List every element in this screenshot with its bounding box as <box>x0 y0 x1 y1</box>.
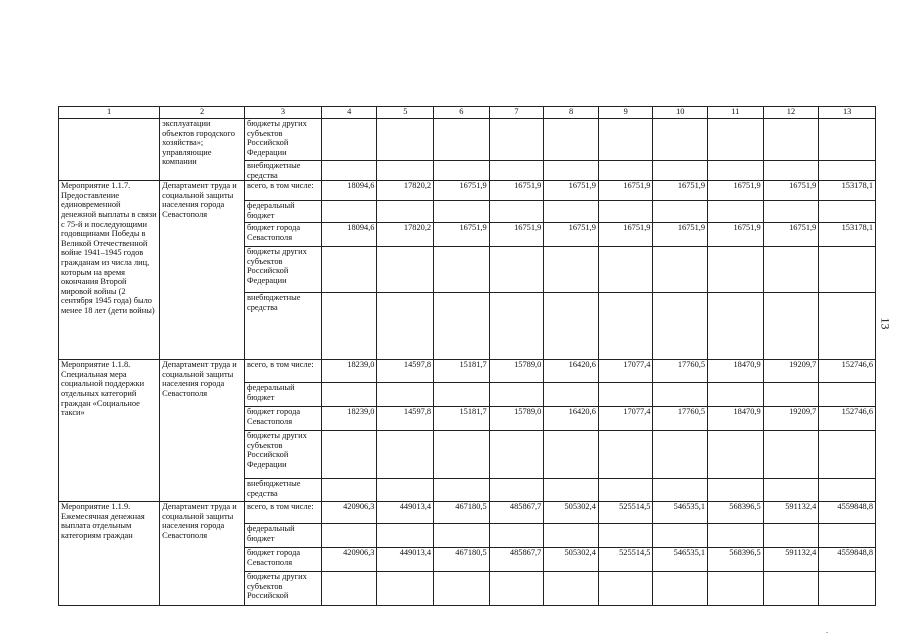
amount-cell: 19209,7 <box>763 407 819 431</box>
amount-cell: 568396,5 <box>708 502 764 524</box>
amount-cell <box>489 201 544 223</box>
amount-cell: 18094,6 <box>321 223 377 247</box>
amount-cell <box>434 383 490 407</box>
funding-source-cell: бюджет города Севастополя <box>245 407 322 431</box>
column-header: 11 <box>708 107 764 119</box>
amount-cell <box>708 431 764 479</box>
amount-cell <box>819 572 876 606</box>
amount-cell <box>653 572 708 606</box>
amount-cell <box>763 383 819 407</box>
amount-cell: 449013,4 <box>377 502 434 524</box>
column-header: 9 <box>598 107 653 119</box>
amount-cell <box>544 247 599 293</box>
funding-source-cell: бюджеты других субъектов Российской Федерации <box>245 119 322 161</box>
amount-cell <box>653 431 708 479</box>
measure-cell: Мероприятие 1.1.8. Специальная мера социальной поддержки отдельных категорий граждан «Социальное такси» <box>59 360 160 502</box>
amount-cell <box>708 479 764 502</box>
amount-cell: 17077,4 <box>598 360 653 383</box>
amount-cell: 153178,1 <box>819 223 876 247</box>
amount-cell <box>544 119 599 161</box>
amount-cell <box>377 119 434 161</box>
amount-cell <box>708 201 764 223</box>
amount-cell <box>321 524 377 548</box>
measure-cell <box>59 119 160 181</box>
amount-cell: 485867,7 <box>489 502 544 524</box>
amount-cell <box>544 479 599 502</box>
amount-cell: 4559848,8 <box>819 502 876 524</box>
funding-source-cell: внебюджетные средства <box>245 479 322 502</box>
amount-cell: 19209,7 <box>763 360 819 383</box>
funding-source-cell: бюджеты других субъектов Российской <box>245 572 322 606</box>
amount-cell <box>653 524 708 548</box>
funding-source-cell: бюджеты других субъектов Российской Федерации <box>245 247 322 293</box>
amount-cell <box>653 161 708 181</box>
amount-cell: 16751,9 <box>763 223 819 247</box>
amount-cell: 17760,5 <box>653 407 708 431</box>
column-header: 12 <box>763 107 819 119</box>
amount-cell <box>598 431 653 479</box>
amount-cell: 546535,1 <box>653 548 708 572</box>
amount-cell <box>708 293 764 360</box>
amount-cell: 16751,9 <box>653 181 708 201</box>
amount-cell: 16751,9 <box>653 223 708 247</box>
amount-cell <box>489 247 544 293</box>
column-header: 7 <box>489 107 544 119</box>
amount-cell <box>708 119 764 161</box>
amount-cell <box>434 524 490 548</box>
amount-cell: 16751,9 <box>434 223 490 247</box>
amount-cell: 17820,2 <box>377 223 434 247</box>
amount-cell: 17760,5 <box>653 360 708 383</box>
amount-cell: 153178,1 <box>819 181 876 201</box>
amount-cell <box>489 431 544 479</box>
amount-cell: 152746,6 <box>819 360 876 383</box>
amount-cell: 14597,8 <box>377 407 434 431</box>
amount-cell <box>489 572 544 606</box>
amount-cell <box>708 247 764 293</box>
amount-cell <box>377 479 434 502</box>
amount-cell <box>544 161 599 181</box>
funding-source-cell: внебюджетные средства <box>245 293 322 360</box>
amount-cell: 420906,3 <box>321 548 377 572</box>
amount-cell <box>377 383 434 407</box>
amount-cell <box>377 247 434 293</box>
amount-cell <box>489 119 544 161</box>
funding-source-cell: федеральный бюджет <box>245 383 322 407</box>
amount-cell <box>819 431 876 479</box>
amount-cell <box>377 201 434 223</box>
amount-cell: 16751,9 <box>708 223 764 247</box>
amount-cell <box>489 293 544 360</box>
amount-cell <box>598 201 653 223</box>
amount-cell <box>377 524 434 548</box>
column-header: 5 <box>377 107 434 119</box>
budget-table <box>58 106 876 606</box>
amount-cell <box>653 383 708 407</box>
amount-cell: 16751,9 <box>489 223 544 247</box>
amount-cell <box>377 293 434 360</box>
amount-cell: 16751,9 <box>708 181 764 201</box>
amount-cell <box>321 293 377 360</box>
amount-cell <box>321 119 377 161</box>
amount-cell <box>819 161 876 181</box>
amount-cell <box>321 479 377 502</box>
amount-cell: 4559848,8 <box>819 548 876 572</box>
amount-cell <box>763 431 819 479</box>
amount-cell <box>763 524 819 548</box>
amount-cell <box>489 161 544 181</box>
executor-cell: Департамент труда и социальной защиты населения города Севастополя <box>160 360 245 502</box>
funding-source-cell: бюджет города Севастополя <box>245 223 322 247</box>
amount-cell: 15181,7 <box>434 407 490 431</box>
table-row <box>59 181 876 201</box>
amount-cell <box>377 161 434 181</box>
amount-cell <box>763 201 819 223</box>
amount-cell <box>598 247 653 293</box>
amount-cell <box>819 119 876 161</box>
amount-cell <box>763 247 819 293</box>
amount-cell <box>377 431 434 479</box>
amount-cell <box>763 479 819 502</box>
amount-cell <box>819 524 876 548</box>
column-header: 2 <box>160 107 245 119</box>
amount-cell: 505302,4 <box>544 548 599 572</box>
table-row <box>59 119 876 161</box>
column-header: 13 <box>819 107 876 119</box>
amount-cell: 17077,4 <box>598 407 653 431</box>
amount-cell: 15789,0 <box>489 407 544 431</box>
amount-cell <box>653 201 708 223</box>
amount-cell <box>653 293 708 360</box>
amount-cell: 17820,2 <box>377 181 434 201</box>
amount-cell: 18239,0 <box>321 360 377 383</box>
funding-source-cell: бюджет города Севастополя <box>245 548 322 572</box>
amount-cell <box>598 161 653 181</box>
amount-cell <box>544 572 599 606</box>
amount-cell: 16751,9 <box>544 181 599 201</box>
amount-cell <box>321 247 377 293</box>
amount-cell: 525514,5 <box>598 548 653 572</box>
executor-cell: Департамент труда и социальной защиты населения города Севастополя <box>160 502 245 606</box>
amount-cell: 152746,6 <box>819 407 876 431</box>
executor-cell: эксплуатации объектов городского хозяйства»; управляющие компании <box>160 119 245 181</box>
amount-cell <box>434 293 490 360</box>
amount-cell: 16751,9 <box>544 223 599 247</box>
amount-cell: 16420,6 <box>544 360 599 383</box>
column-header: 1 <box>59 107 160 119</box>
amount-cell <box>544 524 599 548</box>
funding-source-cell: внебюджетные средства <box>245 161 322 181</box>
amount-cell: 16751,9 <box>598 181 653 201</box>
amount-cell: 525514,5 <box>598 502 653 524</box>
amount-cell <box>598 383 653 407</box>
amount-cell <box>489 479 544 502</box>
amount-cell: 467180,5 <box>434 502 490 524</box>
amount-cell <box>544 431 599 479</box>
amount-cell <box>489 383 544 407</box>
funding-source-cell: бюджеты других субъектов Российской Федерации <box>245 431 322 479</box>
funding-source-cell: всего, в том числе: <box>245 360 322 383</box>
amount-cell: 420906,3 <box>321 502 377 524</box>
executor-cell: Департамент труда и социальной защиты населения города Севастополя <box>160 181 245 360</box>
amount-cell: 16420,6 <box>544 407 599 431</box>
amount-cell <box>819 293 876 360</box>
amount-cell <box>598 479 653 502</box>
amount-cell <box>819 201 876 223</box>
amount-cell <box>321 431 377 479</box>
amount-cell: 18239,0 <box>321 407 377 431</box>
amount-cell: 449013,4 <box>377 548 434 572</box>
amount-cell: 591132,4 <box>763 548 819 572</box>
amount-cell: 15789,0 <box>489 360 544 383</box>
amount-cell <box>708 161 764 181</box>
amount-cell <box>708 383 764 407</box>
amount-cell <box>819 247 876 293</box>
amount-cell <box>544 383 599 407</box>
amount-cell <box>653 247 708 293</box>
amount-cell <box>544 201 599 223</box>
amount-cell <box>434 572 490 606</box>
table-row <box>59 502 876 524</box>
amount-cell <box>763 293 819 360</box>
amount-cell: 505302,4 <box>544 502 599 524</box>
measure-cell: Мероприятие 1.1.9. Ежемесячная денежная выплата отдельным категориям граждан <box>59 502 160 606</box>
amount-cell: 485867,7 <box>489 548 544 572</box>
amount-cell <box>434 431 490 479</box>
amount-cell <box>763 161 819 181</box>
amount-cell <box>763 119 819 161</box>
column-header: 3 <box>245 107 322 119</box>
amount-cell <box>544 293 599 360</box>
amount-cell <box>598 572 653 606</box>
scan-mark: . <box>826 626 828 635</box>
amount-cell: 18470,9 <box>708 407 764 431</box>
amount-cell: 546535,1 <box>653 502 708 524</box>
amount-cell: 16751,9 <box>598 223 653 247</box>
amount-cell <box>653 479 708 502</box>
amount-cell <box>598 119 653 161</box>
funding-source-cell: всего, в том числе: <box>245 181 322 201</box>
amount-cell <box>653 119 708 161</box>
amount-cell <box>434 161 490 181</box>
funding-source-cell: всего, в том числе: <box>245 502 322 524</box>
funding-source-cell: федеральный бюджет <box>245 201 322 223</box>
amount-cell: 16751,9 <box>489 181 544 201</box>
funding-source-cell: федеральный бюджет <box>245 524 322 548</box>
amount-cell <box>598 524 653 548</box>
amount-cell: 16751,9 <box>763 181 819 201</box>
amount-cell: 18470,9 <box>708 360 764 383</box>
amount-cell <box>819 479 876 502</box>
amount-cell: 15181,7 <box>434 360 490 383</box>
column-header: 4 <box>321 107 377 119</box>
amount-cell <box>708 572 764 606</box>
amount-cell: 467180,5 <box>434 548 490 572</box>
amount-cell: 16751,9 <box>434 181 490 201</box>
amount-cell <box>377 572 434 606</box>
amount-cell: 18094,6 <box>321 181 377 201</box>
amount-cell <box>434 247 490 293</box>
column-header: 6 <box>434 107 490 119</box>
amount-cell <box>321 161 377 181</box>
amount-cell: 591132,4 <box>763 502 819 524</box>
amount-cell <box>819 383 876 407</box>
table-row <box>59 360 876 383</box>
amount-cell <box>708 524 764 548</box>
amount-cell <box>598 293 653 360</box>
column-header: 10 <box>653 107 708 119</box>
amount-cell: 568396,5 <box>708 548 764 572</box>
amount-cell: 14597,8 <box>377 360 434 383</box>
amount-cell <box>321 572 377 606</box>
amount-cell <box>434 479 490 502</box>
amount-cell <box>489 524 544 548</box>
measure-cell: Мероприятие 1.1.7. Предоставление единовременной денежной выплаты в связи с 75-й и последующими годовщинами Победы в Великой Отечественной войне 1941–1945 годов гражданам из числа лиц, которым на время окончания Второй мировой войны (2 сентября 1945 года) было менее 18 лет (дети войны) <box>59 181 160 360</box>
amount-cell <box>321 201 377 223</box>
amount-cell <box>434 119 490 161</box>
amount-cell <box>434 201 490 223</box>
page-number: 13 <box>878 317 893 330</box>
column-header: 8 <box>544 107 599 119</box>
amount-cell <box>763 572 819 606</box>
header-row <box>59 107 876 119</box>
amount-cell <box>321 383 377 407</box>
